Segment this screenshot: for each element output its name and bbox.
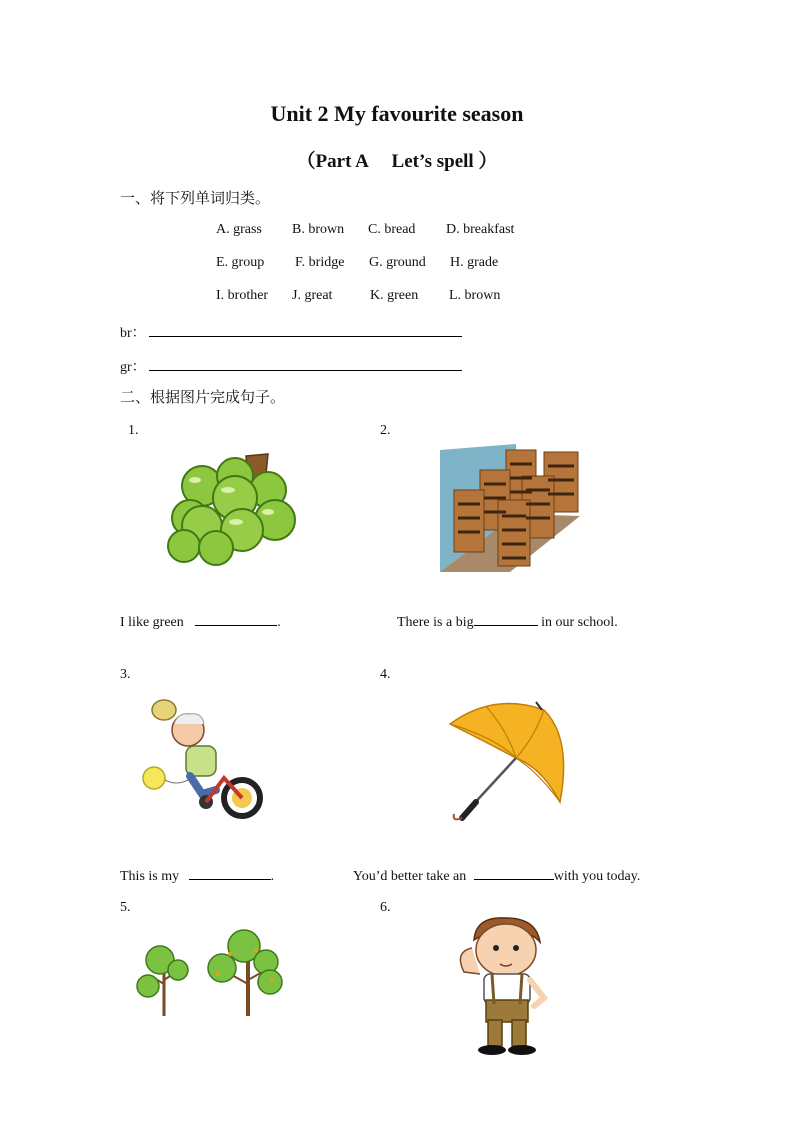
library-illustration [440, 444, 585, 574]
option-g: G. ground [369, 255, 426, 270]
grandpa-bike-illustration [140, 694, 268, 822]
gr-label: gr： [120, 360, 146, 375]
question-3-number: 3. [120, 667, 131, 682]
section-2-heading: 二、根据图片完成句子。 [120, 388, 286, 406]
gr-answer-line[interactable] [149, 369, 462, 371]
option-c: C. bread [368, 222, 416, 237]
umbrella-illustration [446, 698, 570, 824]
option-a: A. grass [216, 222, 262, 237]
question-2-blank[interactable] [474, 613, 538, 626]
question-2-sentence: There is a big in our school. [397, 615, 618, 630]
question-1-sentence: I like green . [120, 615, 281, 630]
question-3-sentence: This is my . [120, 869, 275, 884]
question-2-number: 2. [380, 423, 391, 438]
question-1-blank[interactable] [195, 613, 277, 626]
option-i: I. brother [216, 288, 269, 303]
br-answer-line[interactable] [149, 335, 462, 337]
option-e: E. group [216, 255, 265, 270]
option-j: J. great [292, 288, 333, 303]
question-3-blank[interactable] [189, 867, 271, 880]
option-f: F. bridge [295, 255, 345, 270]
question-4-number: 4. [380, 667, 391, 682]
question-1-number: 1. [128, 423, 139, 438]
question-5-number: 5. [120, 900, 131, 915]
option-d: D. breakfast [446, 222, 515, 237]
br-label: br： [120, 326, 146, 341]
question-4-blank[interactable] [474, 867, 554, 880]
section-1-heading: 一、将下列单词归类。 [120, 189, 271, 207]
boy-illustration [446, 912, 558, 1056]
option-h: H. grade [450, 255, 499, 270]
question-6-number: 6. [380, 900, 391, 915]
option-b: B. brown [292, 222, 345, 237]
question-4-sentence: You’d better take an with you today. [353, 869, 641, 884]
trees-illustration [132, 928, 292, 1018]
grapes-illustration [160, 450, 305, 570]
page-subtitle: （Part A Let’s spell ） [296, 151, 498, 172]
option-k: K. green [370, 288, 419, 303]
page-title: Unit 2 My favourite season [270, 101, 524, 126]
option-l: L. brown [449, 288, 501, 303]
